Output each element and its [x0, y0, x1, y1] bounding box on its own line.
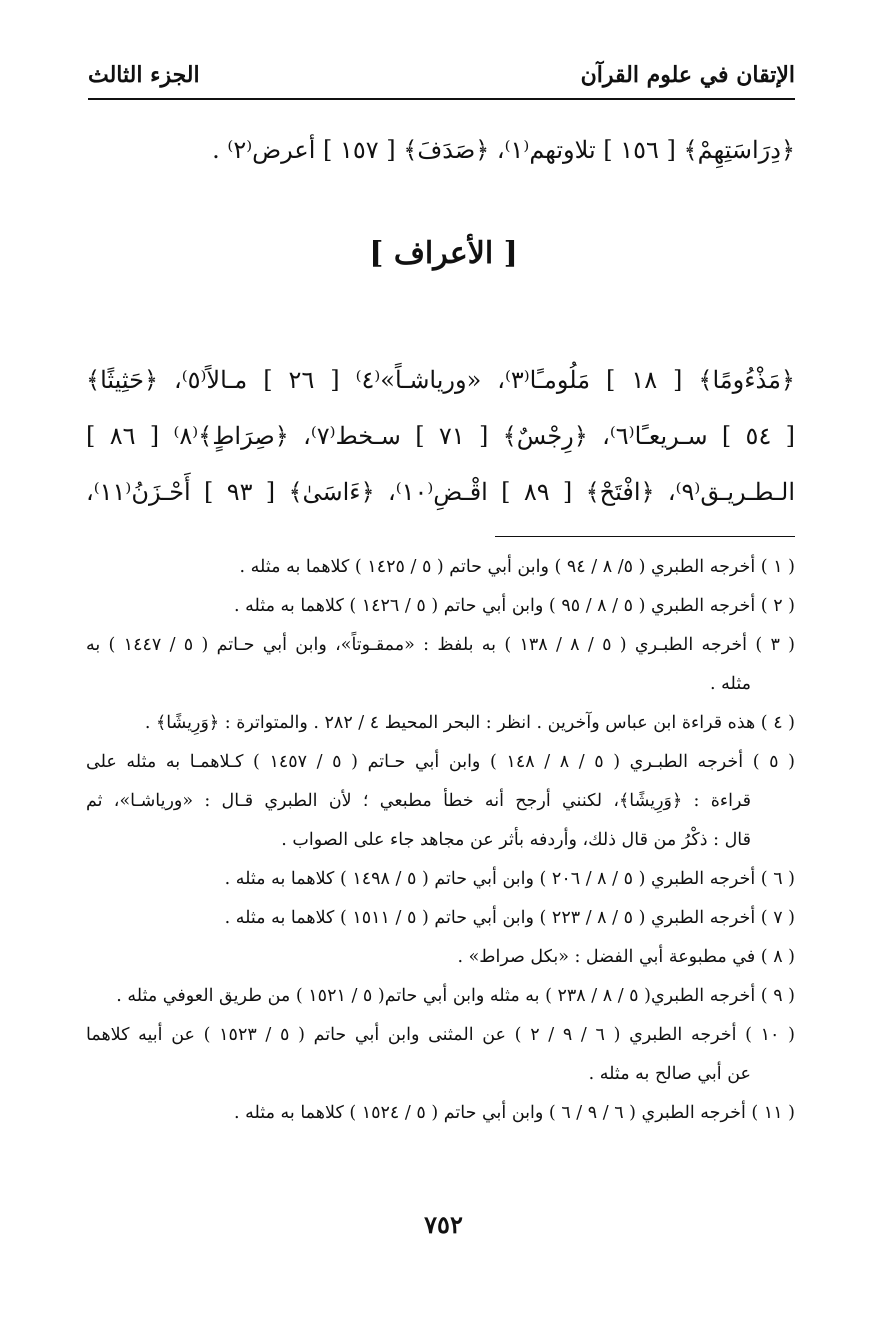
footnote-line: ( ٨ ) في مطبوعة أبي الفضل : «بكل صراط» .	[457, 947, 795, 967]
footnotes	[86, 548, 795, 1133]
footnote-line: ( ١٠ ) أخرجه الطبري ( ٦ / ٩ / ٢ ) عن المثنى وابن أبي حاتم ( ٥ / ١٥٢٣ ) عن أبيه كلاهما	[86, 1025, 795, 1045]
volume-label: الجزء الثالث	[88, 62, 200, 88]
footnote-line: قال : ذكْرُ من قال ذلك، وأردفه بأثر عن مجاهد جاء على الصواب .	[281, 830, 751, 850]
footnote-line: ( ٦ ) أخرجه الطبري ( ٥ / ٨ / ٢٠٦ ) وابن أبي حاتم ( ٥ / ١٤٩٨ ) كلاهما به مثله .	[224, 869, 795, 889]
main-text-line: ﴿مَذْءُومًا﴾ [ ١٨ ] مَلُومـًا⁽٣⁾، «ورياشـاً»⁽٤⁾ [ ٢٦ ] مـالاً⁽٥⁾، ﴿حَثِيثًا﴾	[86, 366, 795, 394]
footnote-line: مثله .	[710, 674, 751, 694]
footnote-line: ( ١ ) أخرجه الطبري ( ٥/ ٨ / ٩٤ ) وابن أبي حاتم ( ٥ / ١٤٢٥ ) كلاهما به مثله .	[239, 557, 795, 577]
footnote-line: عن أبي صالح به مثله .	[588, 1064, 751, 1084]
section-title: [ الأعراف ]	[369, 236, 518, 271]
footnote-line: قراءة : ﴿وَرِيشًا﴾، لكنني أرجح أنه خطأ مطبعي ؛ لأن الطبري قـال : «ورياشـا»، ثم	[86, 791, 751, 811]
footnote-line: ( ١١ ) أخرجه الطبري ( ٦ / ٩ / ٦ ) وابن أبي حاتم ( ٥ / ١٥٢٤ ) كلاهما به مثله .	[233, 1103, 795, 1123]
main-text-line: الـطـريـق⁽٩⁾، ﴿افْتَحْ﴾ [ ٨٩ ] اقْـضِ⁽١٠⁾، ﴿ءَاسَىٰ﴾ [ ٩٣ ] أَحْـزَنُ⁽١١⁾،	[86, 478, 796, 506]
footnote-line: ( ٧ ) أخرجه الطبري ( ٥ / ٨ / ٢٢٣ ) وابن أبي حاتم ( ٥ / ١٥١١ ) كلاهما به مثله .	[224, 908, 795, 928]
footnote-line: ( ٩ ) أخرجه الطبري( ٥ / ٨ / ٢٣٨ ) به مثله وابن أبي حاتم( ٥ / ١٥٢١ ) من طريق العوفي مثله .	[116, 986, 795, 1006]
footnote-line: ( ٢ ) أخرجه الطبري ( ٥ / ٨ / ٩٥ ) وابن أبي حاتم ( ٥ / ١٤٢٦ ) كلاهما به مثله .	[233, 596, 795, 616]
footnote-line: ( ٣ ) أخرجه الطبـري ( ٥ / ٨ / ١٣٨ ) به بلفظ : «ممقـوتاً»، وابن أبي حـاتم ( ٥ / ١٤٤٧ ) به	[86, 635, 795, 655]
footnote-line: ( ٥ ) أخرجه الطبـري ( ٥ / ٨ / ١٤٨ ) وابن أبي حـاتم ( ٥ / ١٤٥٧ ) كـلاهمـا به مثله على	[86, 752, 795, 772]
footnote-separator	[495, 536, 795, 537]
main-text	[86, 352, 795, 520]
book-title: الإتقان في علوم القرآن	[580, 62, 795, 88]
page-number: ٧٥٢	[424, 1210, 463, 1239]
main-text-line: [ ٥٤ ] سـريعـًا⁽٦⁾، ﴿رِجْسٌ﴾ [ ٧١ ] سـخط⁽٧⁾، ﴿صِرَاطٍ﴾⁽٨⁾ [ ٨٦ ]	[86, 422, 796, 450]
running-header	[88, 52, 795, 100]
continuation-line: ﴿دِرَاسَتِهِمْ﴾ [ ١٥٦ ] تلاوتهم⁽١⁾، ﴿صَدَفَ﴾ [ ١٥٧ ] أعرض⁽٢⁾ .	[212, 136, 795, 164]
footnote-line: ( ٤ ) هذه قراءة ابن عباس وآخرين . انظر : البحر المحيط ٤ / ٢٨٢ . والمتواترة : ﴿وَرِيشًا﴾ .	[144, 713, 795, 733]
